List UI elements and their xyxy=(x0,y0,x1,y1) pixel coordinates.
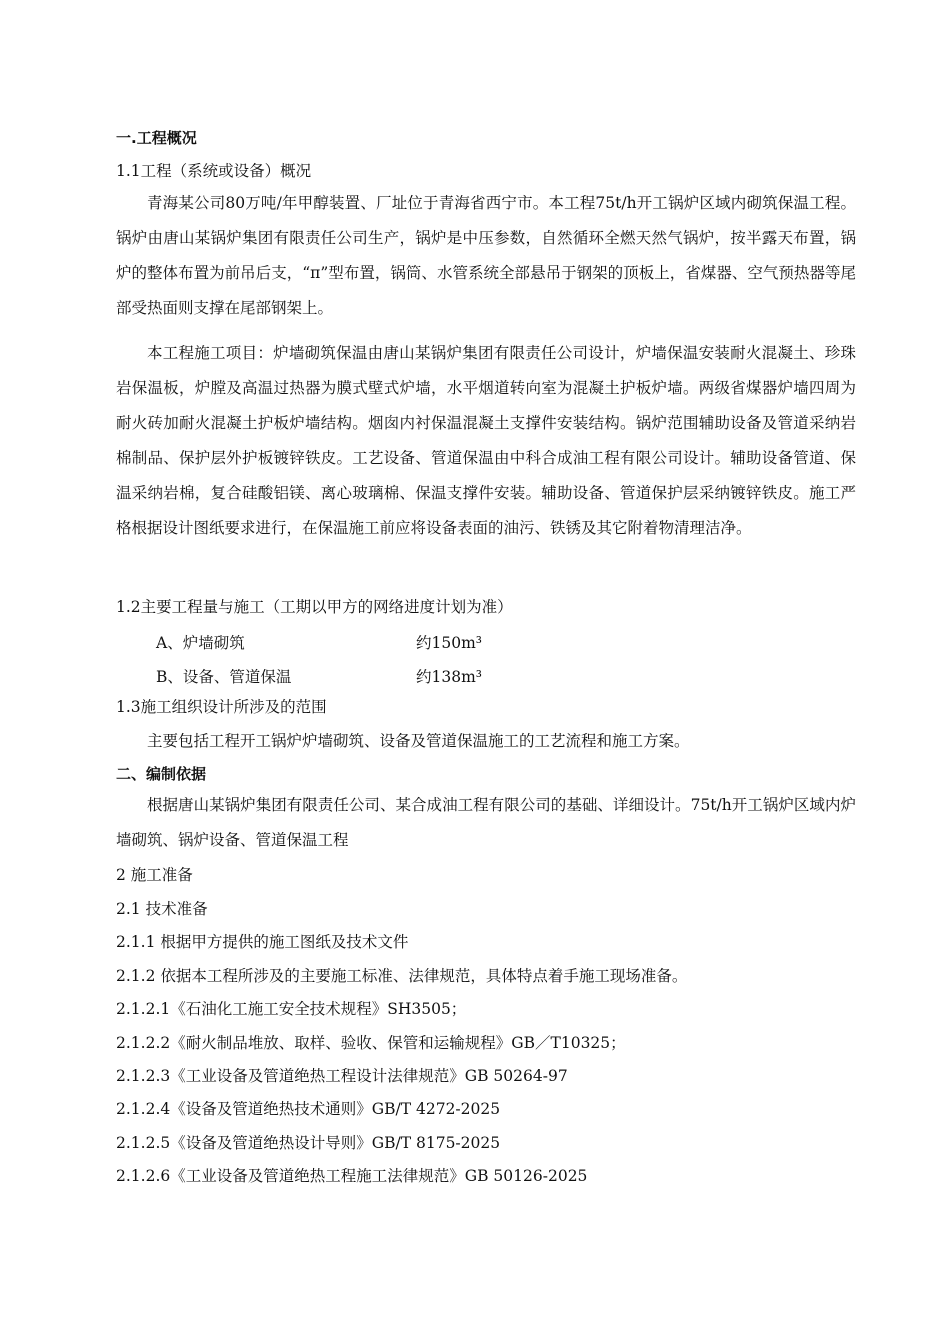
paragraph-basis: 根据唐山某锅炉集团有限责任公司、某合成油工程有限公司的基础、详细设计。75t/h开工锅炉区域内炉墙砌筑、锅炉设备、管道保温工程 xyxy=(116,796,856,849)
reference-item: 2.1.2.2《耐火制品堆放、取样、验收、保管和运输规程》GB／T10325； xyxy=(116,1034,626,1052)
heading-construction-prep: 2 施工准备 xyxy=(116,866,193,884)
paragraph-scope: 主要包括工程开工锅炉炉墙砌筑、设备及管道保温施工的工艺流程和施工方案。 xyxy=(147,732,690,750)
quantity-item-a: A、炉墙砌筑 xyxy=(156,634,245,652)
heading-technical-prep: 2.1 技术准备 xyxy=(116,900,208,918)
subheading-1-3: 1.3施工组织设计所涉及的范围 xyxy=(116,698,327,716)
reference-item: 2.1.2.6《工业设备及管道绝热工程施工法律规范》GB 50126-2025 xyxy=(116,1167,588,1185)
quantity-value-b: 约138m³ xyxy=(416,668,482,686)
paragraph-construction-items: 本工程施工项目：炉墙砌筑保温由唐山某锅炉集团有限责任公司设计，炉墙保温安装耐火混凝土、珍珠岩保温板，炉膛及高温过热器为膜式壁式炉墙，水平烟道转向室为混凝土护板炉墙。两级省煤器炉墙四周为耐火砖加耐火混凝土护板炉墙结构。烟囱内衬保温混凝土支撑件安装结构。锅炉范围辅助设备及管道采纳岩棉制品、保护层外护板镀锌铁皮。工艺设备、管道保温由中科合成油工程有限公司设计。辅助设备管道、保温采纳岩棉，复合硅酸铝镁、离心玻璃棉、保温支撑件安装。辅助设备、管道保护层采纳镀锌铁皮。施工严格根据设计图纸要求进行，在保温施工前应将设备表面的油污、铁锈及其它附着物清理洁净。 xyxy=(116,344,856,537)
item-2-1-2: 2.1.2 依据本工程所涉及的主要施工标准、法律规范，具体特点着手施工现场准备。 xyxy=(116,967,688,985)
quantity-item-b: B、设备、管道保温 xyxy=(156,668,292,686)
quantity-value-a: 约150m³ xyxy=(416,634,482,652)
heading-basis: 二、编制依据 xyxy=(116,765,207,783)
paragraph-project-description: 青海某公司80万吨/年甲醇装置、厂址位于青海省西宁市。本工程75t/h开工锅炉区域内砌筑保温工程。锅炉由唐山某锅炉集团有限责任公司生产，锅炉是中压参数，自然循环全燃天然气锅炉，按半露天布置，锅炉的整体布置为前吊后支，“π”型布置，锅筒、水管系统全部悬吊于钢架的顶板上，省煤器、空气预热器等尾部受热面则支撑在尾部钢架上。 xyxy=(116,194,856,317)
subheading-1-1: 1.1工程（系统或设备）概况 xyxy=(116,162,312,180)
reference-item: 2.1.2.4《设备及管道绝热技术通则》GB/T 4272-2025 xyxy=(116,1100,501,1118)
heading-project-overview: 一.工程概况 xyxy=(116,129,197,147)
reference-item: 2.1.2.3《工业设备及管道绝热工程设计法律规范》GB 50264-97 xyxy=(116,1067,568,1085)
reference-item: 2.1.2.1《石油化工施工安全技术规程》SH3505； xyxy=(116,1000,467,1018)
item-2-1-1: 2.1.1 根据甲方提供的施工图纸及技术文件 xyxy=(116,933,409,951)
reference-item: 2.1.2.5《设备及管道绝热设计导则》GB/T 8175-2025 xyxy=(116,1134,501,1152)
subheading-1-2: 1.2主要工程量与施工（工期以甲方的网络进度计划为准） xyxy=(116,598,513,616)
